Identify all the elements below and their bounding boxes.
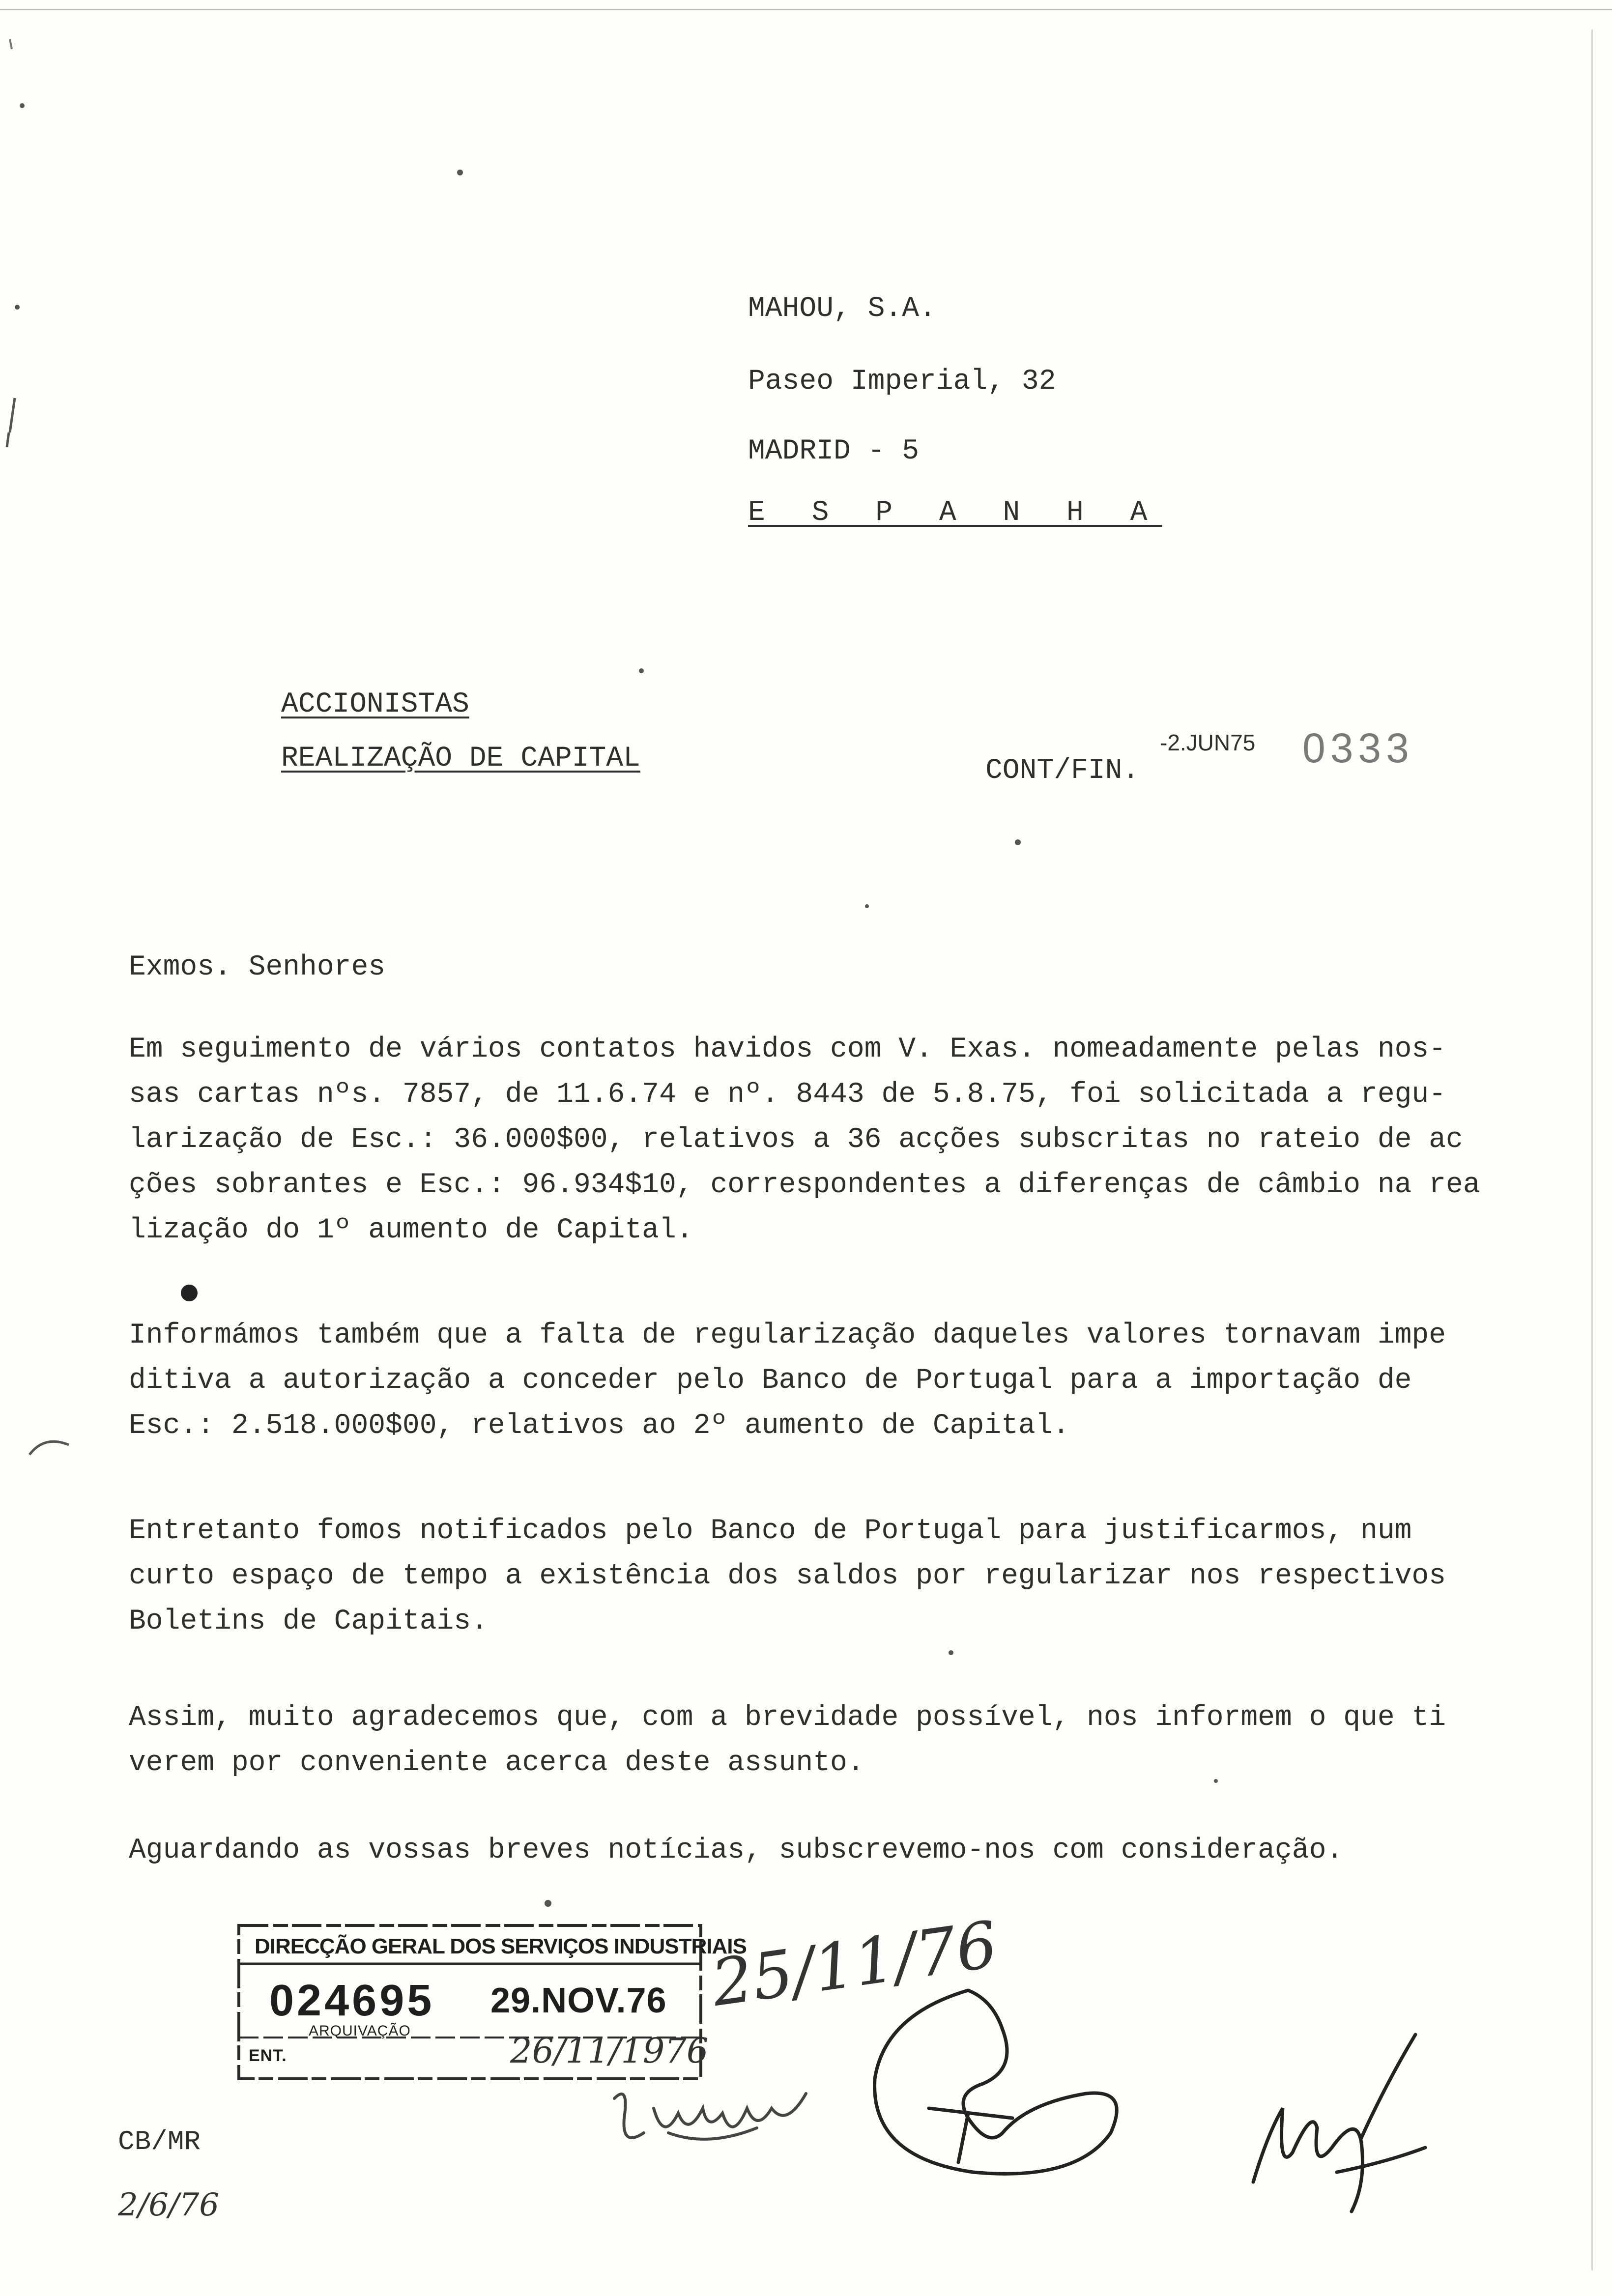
body-paragraph-5 (129, 1828, 1554, 1873)
receipt-stamp-number: 024695 (269, 1976, 435, 2025)
scan-speck (457, 170, 463, 175)
recipient-city: MADRID - 5 (748, 435, 920, 467)
scan-speck (865, 904, 869, 908)
body-paragraph-1 (129, 1027, 1554, 1253)
text-line: ditiva a autorização a conceder pelo Banco de Portugal para a importação de (129, 1365, 1412, 1397)
text-line: Em seguimento de vários contatos havidos com V. Exas. nomeadamente pelas nos- (129, 1033, 1446, 1065)
body-paragraph-3 (129, 1509, 1554, 1644)
scan-speck (949, 1650, 953, 1655)
scan-speck (639, 668, 644, 673)
text-line: curto espaço de tempo a existência dos saldos por regularizar nos respectivos (129, 1560, 1446, 1592)
text-line: Aguardando as vossas breves notícias, subscrevemo-nos com consideração. (129, 1835, 1344, 1866)
footer-date: 2/6/76 (118, 2187, 219, 2223)
salutation: Exmos. Senhores (129, 951, 386, 983)
receipt-stamp-header: DIRECÇÃO GERAL DOS SERVIÇOS INDUSTRIAIS (255, 1934, 747, 1958)
text-line: Entretanto fomos notificados pelo Banco de Portugal para justificarmos, num (129, 1515, 1412, 1547)
signature-right (1238, 2025, 1445, 2231)
recipient-street: Paseo Imperial, 32 (748, 366, 1056, 398)
text-line: Esc.: 2.518.000$00, relativos ao 2º aumento de Capital. (129, 1410, 1070, 1442)
recipient-name: MAHOU, S.A. (748, 293, 936, 325)
text-line: Assim, muito agradecemos que, com a brevidade possível, nos informem o que ti (129, 1702, 1446, 1734)
text-line: verem por conveniente acerca deste assunto. (129, 1747, 864, 1779)
handwritten-date-note: 25/11/76 (707, 1907, 1002, 2021)
subject-line-2: REALIZAÇÃO DE CAPITAL (281, 743, 640, 775)
signature-circle-b (855, 1971, 1130, 2197)
footer-initials: CB/MR (118, 2126, 201, 2157)
receipt-stamp (235, 1922, 747, 2084)
left-margin-marks (0, 29, 79, 1602)
text-line: Boletins de Capitais. (129, 1606, 488, 1637)
reference-stamp-number: 0333 (1302, 725, 1414, 771)
recipient-country: E S P A N H A (748, 497, 1162, 529)
body-paragraph-2 (129, 1313, 1554, 1449)
text-line: Informámos também que a falta de regularização daqueles valores tornavam impe (129, 1320, 1446, 1351)
receipt-stamp-handwritten-date: 26/11/1976 (510, 2031, 709, 2071)
subject-line-1: ACCIONISTAS (281, 689, 469, 720)
body-paragraph-4 (129, 1695, 1554, 1786)
scan-speck (545, 1900, 551, 1907)
text-line: sas cartas nºs. 7857, de 11.6.74 e nº. 8443 de 5.8.75, foi solicitada a regu- (129, 1079, 1446, 1111)
scan-speck (181, 1285, 198, 1301)
right-margin-line (1591, 29, 1593, 2270)
text-line: larização de Esc.: 36.000$00, relativos a 36 acções subscritas no rateio de ac (129, 1124, 1463, 1156)
scan-edge-line (0, 9, 1612, 10)
handwritten-signature-small (609, 2079, 835, 2157)
text-line: ções sobrantes e Esc.: 96.934$10, correspondentes a diferenças de câmbio na rea (129, 1169, 1480, 1201)
receipt-stamp-label-left: ENT. (249, 2046, 287, 2065)
scan-speck (1015, 839, 1021, 845)
reference-dept: CONT/FIN. (985, 755, 1140, 787)
scan-speck (1214, 1779, 1218, 1783)
text-line: lização do 1º aumento de Capital. (129, 1214, 693, 1246)
receipt-stamp-date: 29.NOV.76 (490, 1981, 667, 2020)
receipt-stamp-label-mid: ARQUIVAÇÃO (309, 2023, 411, 2039)
reference-stamp-date: -2.JUN75 (1160, 730, 1256, 755)
